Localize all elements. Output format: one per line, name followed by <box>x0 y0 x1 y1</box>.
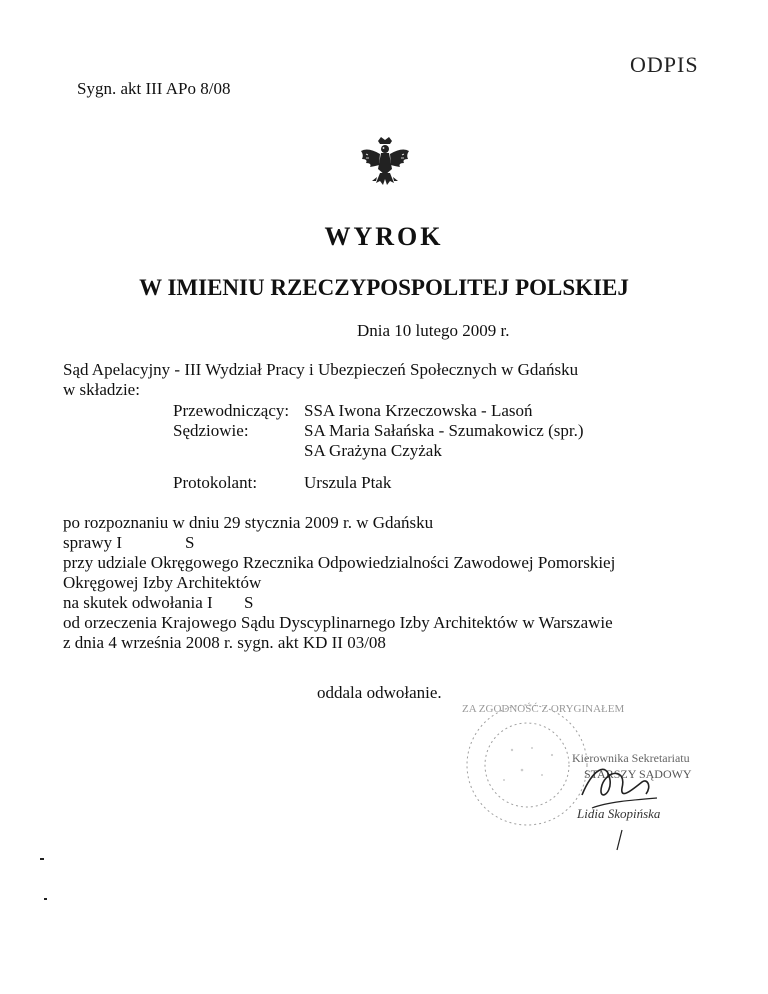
body-line-2a: sprawy I <box>63 533 123 552</box>
clerk-value: Urszula Ptak <box>304 473 392 492</box>
court-stamp-and-signature <box>432 690 732 860</box>
stamp-role-line-1: Kierownika Sekretariatu <box>572 751 690 765</box>
body-line-1: po rozpoznaniu w dniu 29 stycznia 2009 r. w Gdańsku <box>63 513 434 532</box>
judge-1: SA Maria Sałańska - Szumakowicz (spr.) <box>304 421 584 440</box>
judges-label: Sędziowie: <box>173 421 249 440</box>
stamp-role-line-2: STARSZY SĄDOWY <box>584 767 692 781</box>
scan-speck <box>40 858 44 860</box>
body-line-3: przy udziale Okręgowego Rzecznika Odpowiedzialności Zawodowej Pomorskiej <box>63 553 616 572</box>
body-line-7: z dnia 4 września 2008 r. sygn. akt KD II 03/08 <box>63 633 386 652</box>
chair-label: Przewodniczący: <box>173 401 290 420</box>
body-line-5b: S <box>244 593 254 612</box>
judge-2: SA Grażyna Czyżak <box>304 441 442 460</box>
body-line-6: od orzeczenia Krajowego Sądu Dyscyplinarnego Izby Architektów w Warszawie <box>63 613 613 632</box>
judgment-date: Dnia 10 lutego 2009 r. <box>357 321 510 340</box>
polish-eagle-emblem-icon <box>358 135 412 189</box>
copy-mark: ODPIS <box>630 52 699 77</box>
case-signature: Sygn. akt III APo 8/08 <box>77 79 231 98</box>
document-subtitle: W IMIENIU RZECZYPOSPOLITEJ POLSKIEJ <box>139 275 629 300</box>
body-line-5a: na skutek odwołania I <box>63 593 213 612</box>
ruling: oddala odwołanie. <box>317 683 442 702</box>
document-title: WYROK <box>324 222 444 251</box>
chair-value: SSA Iwona Krzeczowska - Lasoń <box>304 401 533 420</box>
body-line-2b: S <box>185 533 195 552</box>
stamp-top-text: ZA ZGODNOŚĆ Z ORYGINAŁEM <box>462 703 625 715</box>
body-line-4: Okręgowej Izby Architektów <box>63 573 262 592</box>
stamp-name: Lidia Skopińska <box>577 806 661 821</box>
scan-speck <box>44 898 47 900</box>
court-name: Sąd Apelacyjny - III Wydział Pracy i Ubezpieczeń Społecznych w Gdańsku <box>63 360 579 379</box>
court-composition-label: w składzie: <box>63 380 140 399</box>
clerk-label: Protokolant: <box>173 473 258 492</box>
